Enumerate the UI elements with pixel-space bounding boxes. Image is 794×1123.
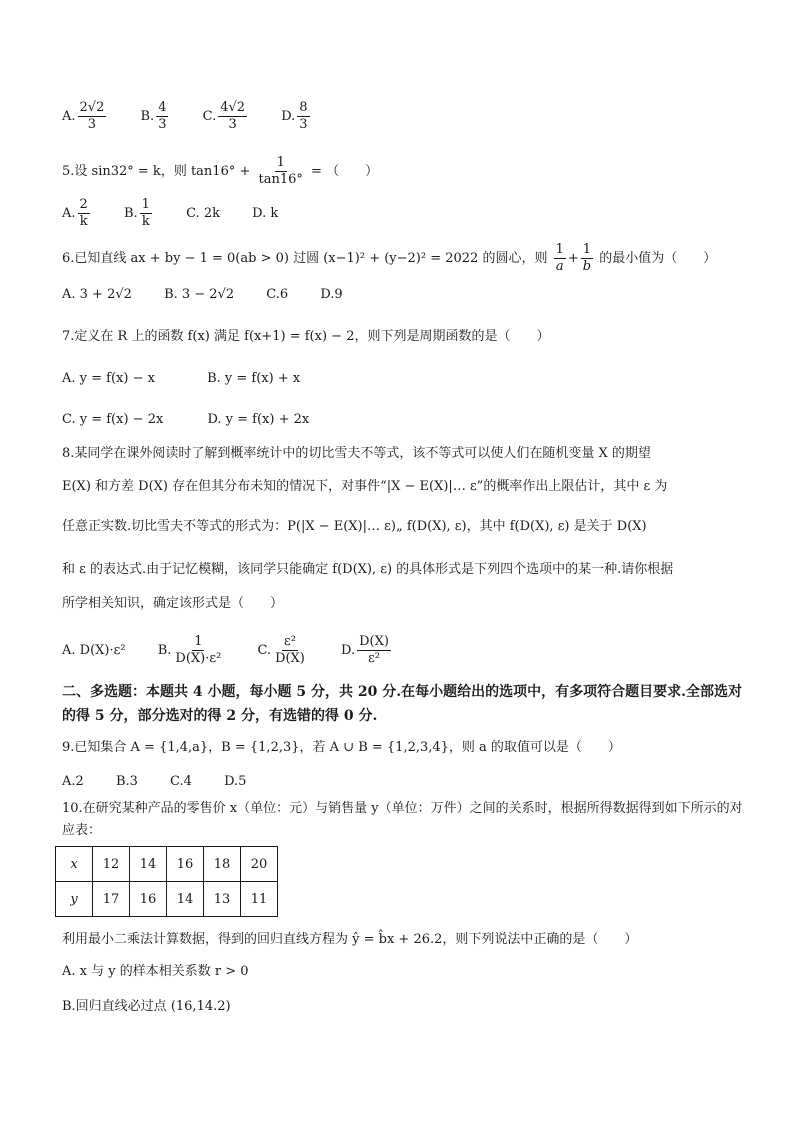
q6-options-row xyxy=(62,285,754,305)
table-cell: y xyxy=(56,882,93,917)
q4-option-a: A. $\frac{2√2}{3}$ xyxy=(62,100,105,132)
q10-option-b: B.回归直线必过点 (16,14.2) xyxy=(62,999,231,1014)
q10-stem: 10.在研究某种产品的零售价 x（单位：元）与销售量 y（单位：万件）之间的关系时，根据所得数据得到如下所示的对应表： xyxy=(62,801,743,838)
q9-option-d: D.5 xyxy=(224,774,247,789)
section-heading-multiple-choice: 二、多选题：本题共 4 小题，每小题 5 分，共 20 分.在每小题给出的选项中，有多项符合题目要求.全部选对的得 5 分，部分选对的得 2 分，有选错的得 0 分. xyxy=(62,684,742,724)
q4-option-c: C. $\frac{4√2}{3}$ xyxy=(202,100,246,132)
q5-option-c: C. 2k xyxy=(186,206,220,221)
q8-option-a: A. D(X)·ε² xyxy=(62,643,126,658)
table-cell: 16 xyxy=(130,882,167,917)
q7-options-row-1 xyxy=(62,369,754,389)
q7-option-c: C. y = f(x) − 2x xyxy=(62,412,164,427)
q9-stem: 9.已知集合 A = {1,4,a}，B = {1,2,3}，若 A ∪ B = {1,2,3,4}，则 a 的取值可以是（ ） xyxy=(62,740,621,755)
q7-option-d: D. y = f(x) + 2x xyxy=(207,412,310,427)
q9-option-b: B.3 xyxy=(115,774,138,789)
q8-line-3: 任意正实数.切比雪夫不等式的形式为：P(|X − E(X)|… ε)„ f(D(X), ε)，其中 f(D(X), ε) 是关于 D(X) xyxy=(62,519,647,534)
table-cell: 14 xyxy=(167,882,204,917)
q8-option-c: C. $\frac{\text{ε²}}{D(X)}$ xyxy=(257,634,305,666)
q6-stem: 6.已知直线 ax + by − 1 = 0(ab > 0) 过圆 (x−1)² + (y−2)² = 2022 的圆心，则 $\frac{1}{a}$ + $\frac{1}{b}$ 的最小值为（ ） xyxy=(62,242,717,274)
q9-option-a: A.2 xyxy=(62,774,84,789)
q9-options-row xyxy=(62,772,754,792)
q8-line-2: E(X) 和方差 D(X) 存在但其分布未知的情况下，对事件“|X − E(X)|… ε”的概率作出上限估计，其中 ε 为 xyxy=(62,479,668,494)
q8-line-1: 8.某同学在课外阅读时了解到概率统计中的切比雪夫不等式，该不等式可以使人们在随机变量 X 的期望 xyxy=(62,446,651,461)
q7-option-a: A. y = f(x) − x xyxy=(62,371,155,386)
q8-option-d: D. $\frac{D(X)}{\text{ε²}}$ xyxy=(341,634,389,666)
q9-option-c: C.4 xyxy=(170,774,192,789)
table-cell: 20 xyxy=(241,847,278,882)
q10-regression-text: 利用最小二乘法计算数据，得到的回归直线方程为 ŷ = b̂x + 26.2，则下列说法中正确的是（ ） xyxy=(62,932,638,947)
q6-option-a: A. 3 + 2√2 xyxy=(62,287,132,302)
q4-options-row xyxy=(62,100,754,133)
table-cell: 18 xyxy=(204,847,241,882)
q5-options-row xyxy=(62,197,754,230)
table-cell: 14 xyxy=(130,847,167,882)
q5-option-d: D. k xyxy=(252,206,279,221)
q8-option-b: B. $\frac{1}{\text{D(X)·ε²}}$ xyxy=(157,634,222,666)
table-cell: 12 xyxy=(93,847,130,882)
table-cell: 11 xyxy=(241,882,278,917)
q10-data-table xyxy=(55,846,278,917)
table-row xyxy=(56,847,278,882)
q8-options-row xyxy=(62,634,754,667)
q8-line-5: 所学相关知识，确定该形式是（ ） xyxy=(62,596,284,611)
q4-option-d: D. $\frac{8}{3}$ xyxy=(281,100,308,132)
q5-option-b: B. $\frac{1}{k}$ xyxy=(123,197,150,229)
q6-option-c: C.6 xyxy=(266,287,289,302)
q7-stem: 7.定义在 R 上的函数 f(x) 满足 f(x+1) = f(x) − 2，则下列是周期函数的是（ ） xyxy=(62,329,550,344)
q10-option-a: A. x 与 y 的样本相关系数 r > 0 xyxy=(62,964,249,979)
q6-option-b: B. 3 − 2√2 xyxy=(164,287,235,302)
table-cell: 16 xyxy=(167,847,204,882)
table-cell: 13 xyxy=(204,882,241,917)
q5-stem: 5.设 sin32° = k，则 tan16° + $\frac{1}{\tan 16^\circ}$ = （ ） xyxy=(62,155,379,187)
q8-line-4: 和 ε 的表达式.由于记忆模糊，该同学只能确定 f(D(X), ε) 的具体形式是下列四个选项中的某一种.请你根据 xyxy=(62,562,674,577)
q4-option-b: B. $\frac{4}{3}$ xyxy=(140,100,167,132)
table-cell: x xyxy=(56,847,93,882)
q6-option-d: D.9 xyxy=(320,287,343,302)
q5-option-a: A. $\frac{2}{k}$ xyxy=(62,197,88,229)
q7-options-row-2 xyxy=(62,410,754,430)
table-row xyxy=(56,882,278,917)
table-cell: 17 xyxy=(93,882,130,917)
q7-option-b: B. y = f(x) + x xyxy=(207,371,301,386)
